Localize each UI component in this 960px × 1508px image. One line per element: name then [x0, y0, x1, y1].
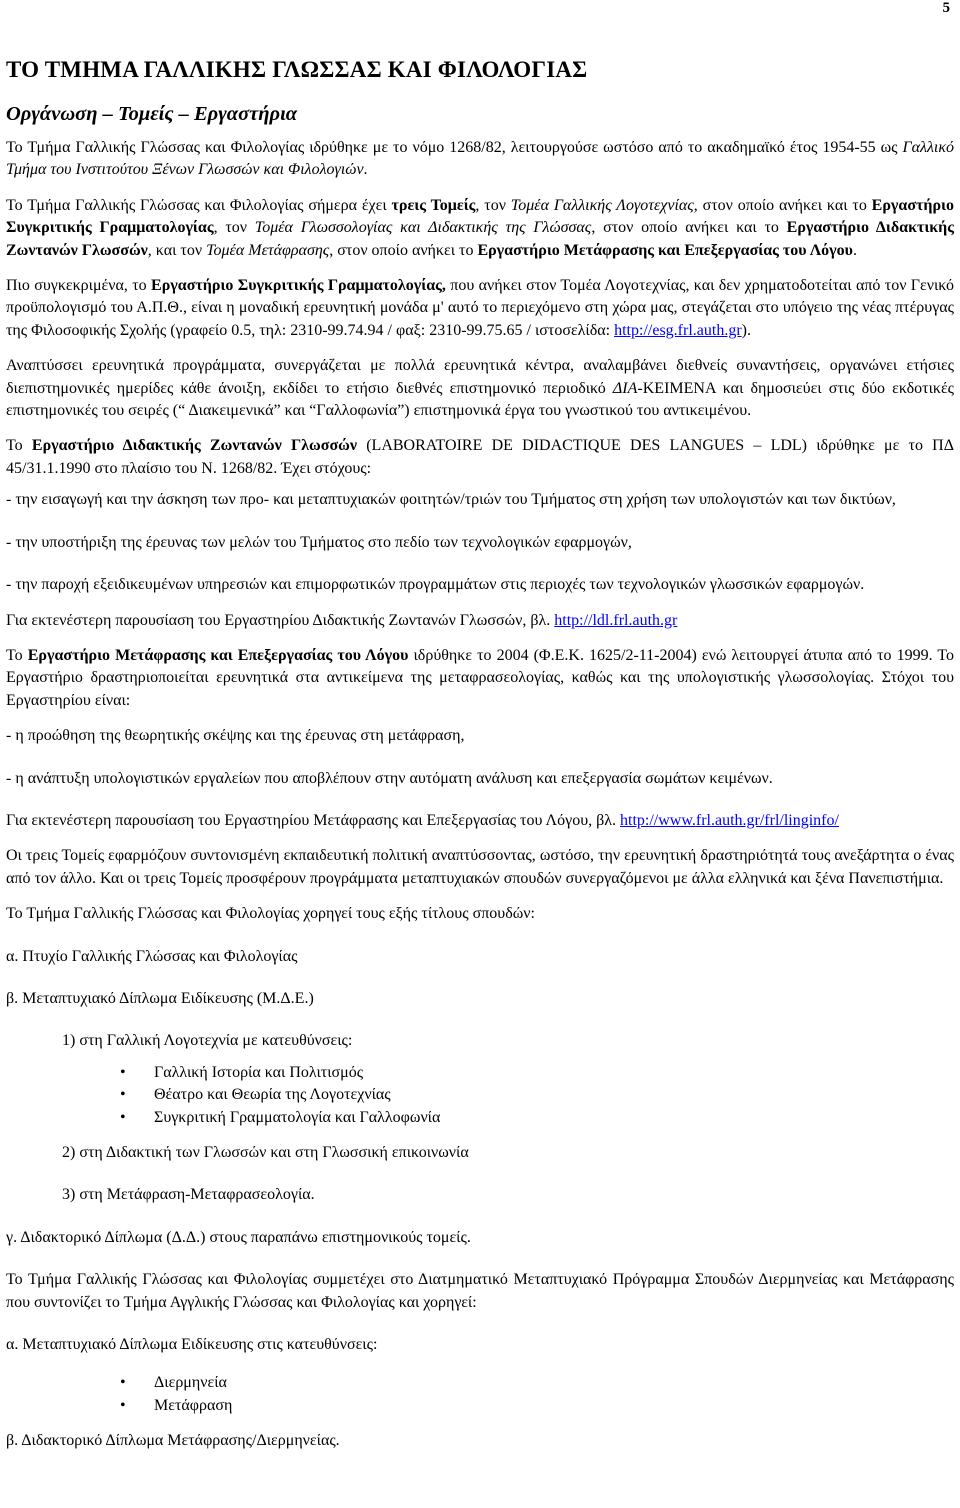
- document-page: [6, 54, 954, 1453]
- degree-item: β. Διδακτορικό Δίπλωμα Μετάφρασης/Διερμηνείας.: [6, 1432, 340, 1450]
- goal-item: - την υποστήριξη της έρευνας των μελών του Τμήματος στο πεδίο των τεχνολογικών εφαρμογών,: [6, 533, 632, 551]
- degrees-intro: Το Τμήμα Γαλλικής Γλώσσας και Φιλολογίας χορηγεί τους εξής τίτλους σπουδών:: [6, 905, 535, 923]
- list-item: • Γαλλική Ιστορία και Πολιτισμός: [6, 1062, 954, 1084]
- research-paragraph: Αναπτύσσει ερευνητικά προγράμματα, συνεργάζεται με πολλά ερευνητικά κέντρα, αναλαμβάνει διεθνείς συναντήσεις, οργανώνει ετήσιες διεπιστημονικές ημερίδες κάθε άνοιξη, εκδίδει το ετήσιο διεθνές επιστημονικό περιοδικό ΔΙΑ-ΚΕΙΜΕΝΑ και δημοσιεύει στις δύο εκδοτικές επιστημονικές του σειρές (“ Διακειμενικά” και “Γαλλοφωνία”) επιστημονικά έργα του γνωστικού του αντικειμένου.: [6, 357, 954, 420]
- ldl-link[interactable]: http://ldl.frl.auth.gr: [554, 611, 678, 629]
- sectors-paragraph: Το Τμήμα Γαλλικής Γλώσσας και Φιλολογίας σήμερα έχει τρεις Τομείς, τον Τομέα Γαλλικής Λογοτεχνίας, στον οποίο ανήκει και το Εργαστήριο Συγκριτικής Γραμματολογίας, τον Τομέα Γλωσσολογίας και Διδακτικής της Γλώσσας, στον οποίο ανήκει και το Εργαστήριο Διδακτικής Ζωντανών Γλωσσών, και τον Τομέα Μετάφρασης, στον οποίο ανήκει το Εργαστήριο Μετάφρασης και Επεξεργασίας του Λόγου.: [6, 196, 955, 259]
- degree-item: α. Πτυχίο Γαλλικής Γλώσσας και Φιλολογίας: [6, 947, 298, 965]
- interdepartmental-paragraph: Το Τμήμα Γαλλικής Γλώσσας και Φιλολογίας συμμετέχει στο Διατμηματικό Μεταπτυχιακό Πρόγραμμα Σπουδών Διερμηνείας και Μετάφρασης που συντονίζει το Τμήμα Αγγλικής Γλώσσας και Φιλολογίας και χορηγεί:: [6, 1271, 954, 1311]
- translation-lab-link-paragraph: Για εκτενέστερη παρουσίαση του Εργαστηρίου Μετάφρασης και Επεξεργασίας του Λόγου, βλ. http://www.frl.auth.gr/frl/linginfo/: [6, 811, 839, 829]
- esg-link[interactable]: http://esg.frl.auth.gr: [614, 321, 742, 339]
- page-title: ΤΟ ΤΜΗΜΑ ΓΑΛΛΙΚΗΣ ΓΛΩΣΣΑΣ ΚΑΙ ΦΙΛΟΛΟΓΙΑΣ: [6, 57, 588, 82]
- list-item: • Μετάφραση: [6, 1395, 954, 1417]
- degree-item: β. Μεταπτυχιακό Δίπλωμα Ειδίκευσης (Μ.Δ.Ε.): [6, 989, 314, 1007]
- goal-item: - η ανάπτυξη υπολογιστικών εργαλείων που αποβλέπουν στην αυτόματη ανάλυση και επεξεργασία σωμάτων κειμένων.: [6, 769, 773, 787]
- didactics-lab-link-paragraph: Για εκτενέστερη παρουσίαση του Εργαστηρίου Διδακτικής Ζωντανών Γλωσσών, βλ. http://ldl.frl.auth.gr: [6, 611, 678, 629]
- list-item: • Διερμηνεία: [6, 1372, 954, 1394]
- specialization-item: 1) στη Γαλλική Λογοτεχνία με κατευθύνσεις:: [62, 1032, 353, 1050]
- goal-item: - την εισαγωγή και την άσκηση των προ- και μεταπτυχιακών φοιτητών/τριών του Τμήματος στη χρήση των υπολογιστών και των δικτύων,: [6, 491, 896, 509]
- sectors-policy-paragraph: Οι τρεις Τομείς εφαρμόζουν συντονισμένη εκπαιδευτική πολιτική αναπτύσσοντας, ωστόσο, την ερευνητική δραστηριότητά τους ανεξάρτητα ο ένας από τον άλλο. Και οι τρεις Τομείς προσφέρουν προγράμματα μεταπτυχιακών σπουδών συνεργαζόμενοι με άλλα ελληνικά και ξένα Πανεπιστήμια.: [6, 847, 954, 887]
- comparative-lab-paragraph: Πιο συγκεκριμένα, το Εργαστήριο Συγκριτικής Γραμματολογίας, που ανήκει στον Τομέα Λογοτεχνίας, και δεν χρηματοδοτείται από τον Γενικό προϋπολογισμό του Α.Π.Θ., είναι η μοναδική ερευνητική μονάδα μ' αυτό το περιεχόμενο στη χώρα μας, στεγάζεται στο υπόγειο της νέας πτέρυγας της Φιλοσοφικής Σχολής (γραφείο 0.5, τηλ: 2310-99.74.94 / φαξ: 2310-99.75.65 / ιστοσελίδα: http://esg.frl.auth.gr).: [6, 277, 955, 339]
- list-item: • Θέατρο και Θεωρία της Λογοτεχνίας: [6, 1084, 954, 1106]
- degree-item: α. Μεταπτυχιακό Δίπλωμα Ειδίκευσης στις κατευθύνσεις:: [6, 1336, 378, 1354]
- goal-item: - η προώθηση της θεωρητικής σκέψης και της έρευνας στη μετάφραση,: [6, 727, 465, 745]
- translation-lab-paragraph: Το Εργαστήριο Μετάφρασης και Επεξεργασίας του Λόγου ιδρύθηκε το 2004 (Φ.Ε.Κ. 1625/2-11-2004) ενώ λειτουργεί άτυπα από το 1999. Το Εργαστήριο δραστηριοποιείται ερευνητικά στα αντικείμενα της μεταφρασεολογίας, καθώς και της υπολογιστικής γλωσσολογίας. Στόχοι του Εργαστηρίου είναι:: [6, 646, 955, 709]
- degree-item: γ. Διδακτορικό Δίπλωμα (Δ.Δ.) στους παραπάνω επιστημονικούς τομείς.: [6, 1228, 471, 1246]
- specialization-list: [6, 1062, 954, 1129]
- section-subtitle: Οργάνωση – Τομείς – Εργαστήρια: [6, 103, 298, 125]
- intro-paragraph: Το Τμήμα Γαλλικής Γλώσσας και Φιλολογίας ιδρύθηκε με το νόμο 1268/82, λειτουργούσε ωστόσο από το ακαδημαϊκό έτος 1954-55 ως Γαλλικό Τμήμα του Ινστιτούτου Ξένων Γλωσσών και Φιλολογιών.: [6, 139, 954, 179]
- interdepartmental-list: [6, 1372, 954, 1417]
- specialization-item: 2) στη Διδακτική των Γλωσσών και στη Γλωσσική επικοινωνία: [62, 1144, 469, 1161]
- page-number: 5: [942, 0, 950, 16]
- specialization-item: 3) στη Μετάφραση-Μεταφρασεολογία.: [62, 1186, 315, 1204]
- goal-item: - την παροχή εξειδικευμένων υπηρεσιών και επιμορφωτικών προγραμμάτων στις περιοχές των τεχνολογικών γλωσσικών εφαρμογών.: [6, 576, 865, 594]
- list-item: • Συγκριτική Γραμματολογία και Γαλλοφωνία: [6, 1107, 954, 1129]
- linginfo-link[interactable]: http://www.frl.auth.gr/frl/linginfo/: [620, 811, 839, 829]
- didactics-lab-paragraph: Το Εργαστήριο Διδακτικής Ζωντανών Γλωσσών (LABORATOIRE DE DIDACTIQUE DES LANGUES – LDL) ιδρύθηκε με το ΠΔ 45/31.1.1990 στο πλαίσιο του Ν. 1268/82. Έχει στόχους:: [6, 437, 955, 477]
